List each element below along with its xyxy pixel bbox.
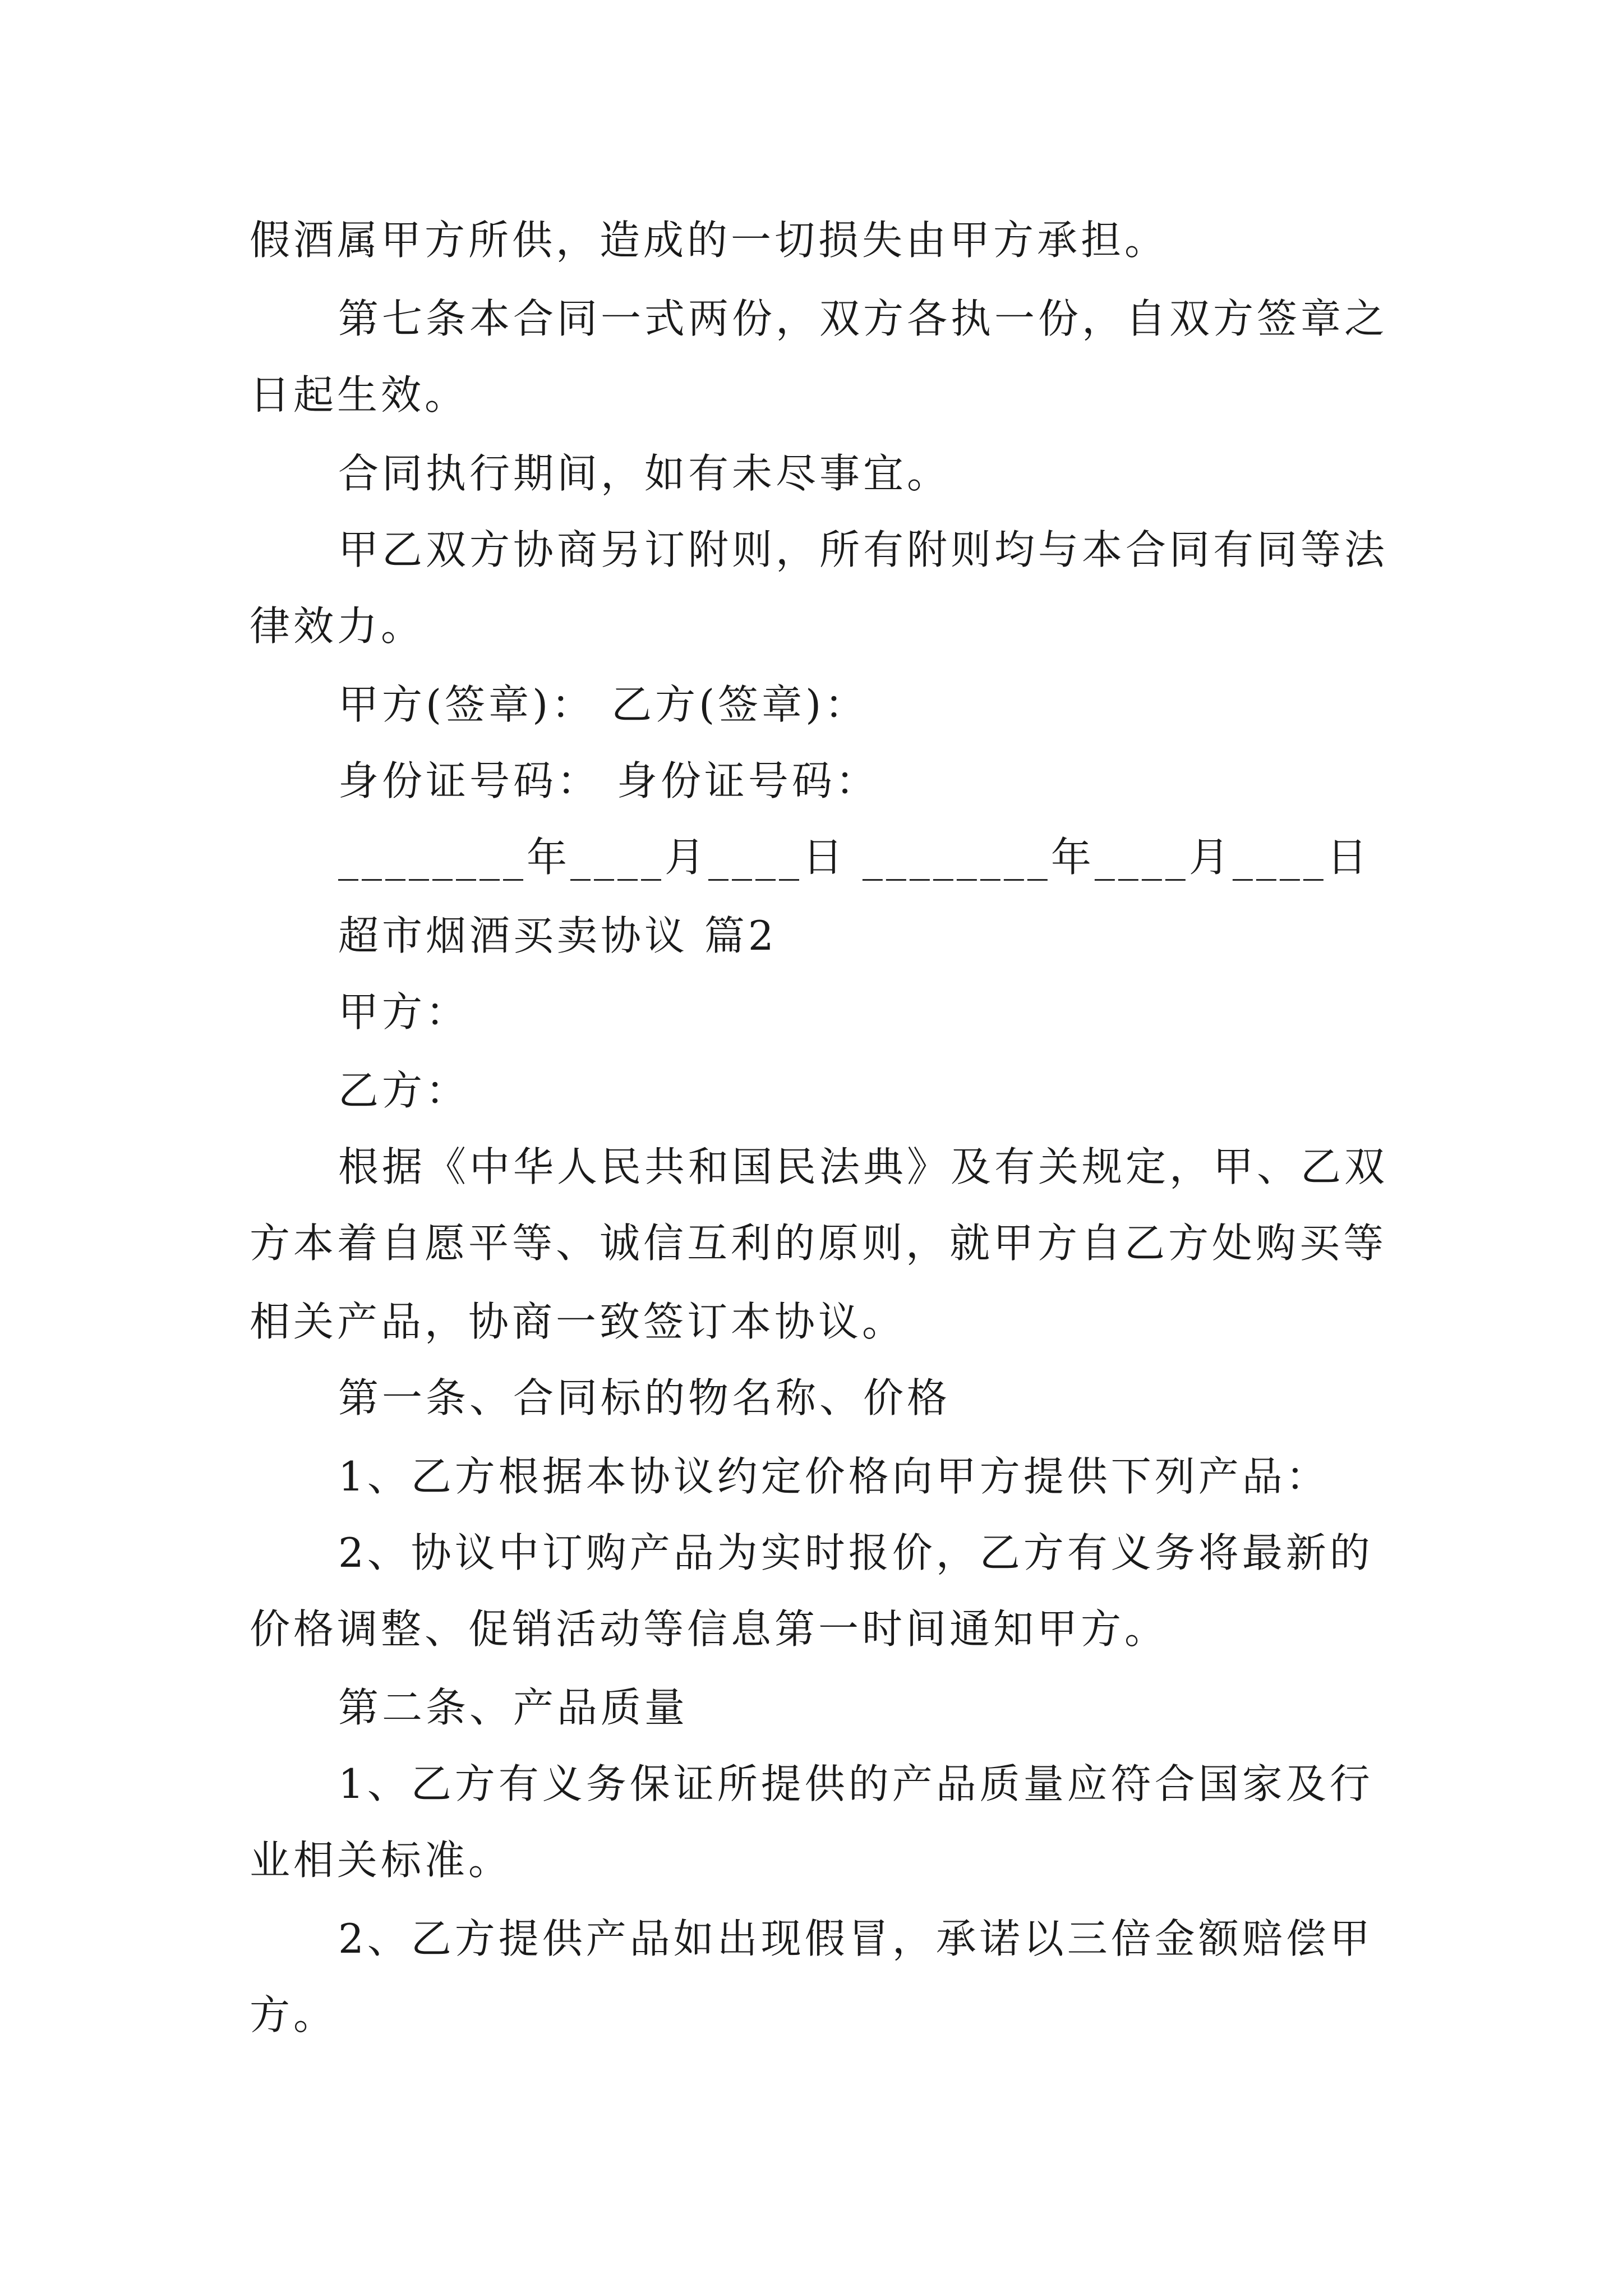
text-line: 方。 bbox=[250, 1991, 338, 2039]
text-line: 甲乙双方协商另订附则，所有附则均与本合同有同等法 bbox=[338, 526, 1389, 573]
text-line: 日起生效。 bbox=[250, 371, 469, 418]
party-a-line: 甲方： bbox=[338, 988, 470, 1036]
text-line: 根据《中华人民共和国民法典》及有关规定，甲、乙双 bbox=[338, 1143, 1389, 1190]
text-line: 假酒属甲方所供，造成的一切损失由甲方承担。 bbox=[250, 217, 1169, 264]
text-line: 相关产品，协商一致签订本协议。 bbox=[250, 1298, 906, 1345]
party-b-line: 乙方： bbox=[338, 1067, 470, 1114]
text-line: 业相关标准。 bbox=[250, 1837, 513, 1884]
text-line: 2、乙方提供产品如出现假冒，承诺以三倍金额赔偿甲 bbox=[338, 1915, 1373, 1962]
text-line: 方本着自愿平等、诚信互利的原则，就甲方自乙方处购买等 bbox=[250, 1220, 1387, 1267]
text-line: 2、协议中订购产品为实时报价，乙方有义务将最新的 bbox=[338, 1529, 1373, 1576]
text-line: 1、乙方根据本协议约定价格向甲方提供下列产品： bbox=[338, 1453, 1330, 1500]
id-number-line: 身份证号码： 身份证号码： bbox=[338, 757, 879, 804]
text-line: 1、乙方有义务保证所提供的产品质量应符合国家及行 bbox=[338, 1760, 1373, 1807]
date-line: ________年____月____日 ________年____月____日 bbox=[338, 834, 1371, 881]
clause-heading: 第二条、产品质量 bbox=[338, 1684, 689, 1731]
text-line: 第七条本合同一式两份，双方各执一份，自双方签章之 bbox=[338, 295, 1389, 342]
text-line: 合同执行期间，如有未尽事宜。 bbox=[338, 450, 951, 497]
text-line: 律效力。 bbox=[250, 602, 425, 650]
clause-heading: 第一条、合同标的物名称、价格 bbox=[338, 1374, 951, 1421]
text-line: 价格调整、促销活动等信息第一时间通知甲方。 bbox=[250, 1605, 1169, 1653]
signature-line: 甲方(签章)： 乙方(签章)： bbox=[338, 681, 869, 728]
section-title: 超市烟酒买卖协议 篇2 bbox=[338, 912, 777, 959]
